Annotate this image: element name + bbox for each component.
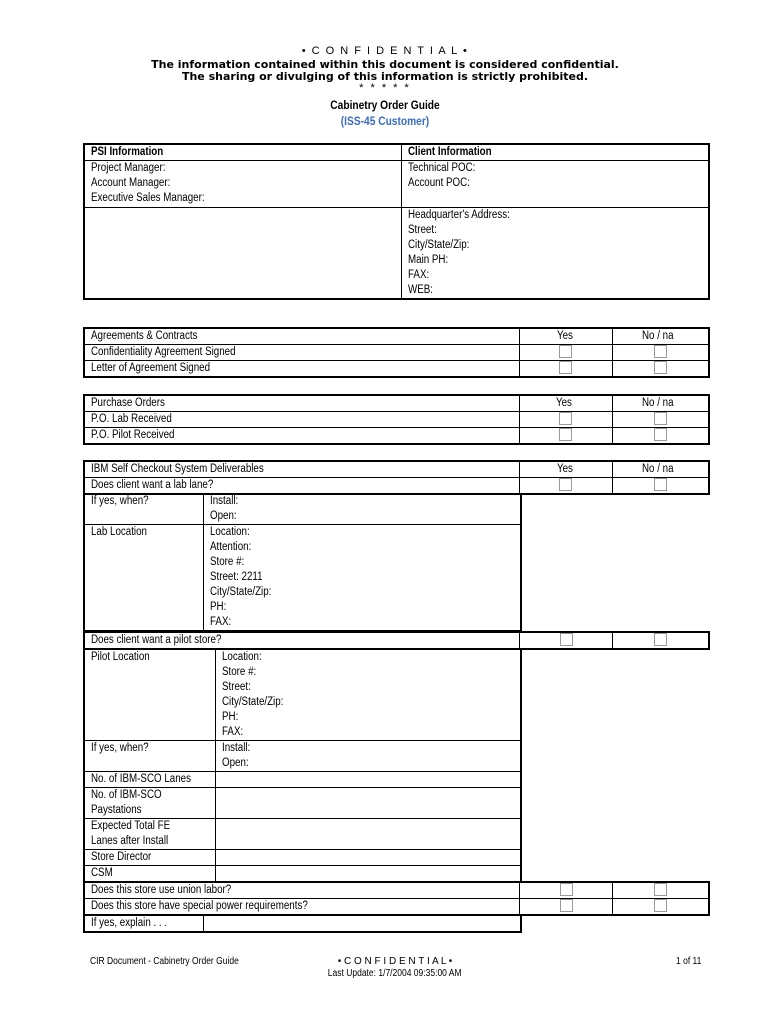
po-row-label: P.O. Lab Received: [84, 412, 519, 428]
agreements-table: [83, 327, 710, 378]
lab-location-label: Lab Location: [84, 525, 204, 632]
page-subtitle: (ISS-45 Customer): [340, 114, 430, 128]
checkbox-yes[interactable]: [560, 899, 573, 912]
checkbox-no[interactable]: [654, 633, 667, 646]
agreement-row-label: Letter of Agreement Signed: [84, 361, 520, 378]
confidential-notice-line1: The information contained within this document is considered confidential.: [151, 58, 619, 71]
if-yes-explain-label: If yes, explain . . .: [84, 915, 204, 932]
expected-fe-label: Expected Total FE Lanes after Install: [84, 819, 215, 850]
psi-header: PSI Information: [84, 144, 401, 161]
confidential-notice-line2: The sharing or divulging of this information is strictly prohibited.: [181, 70, 589, 83]
ibm-header: IBM Self Checkout System Deliverables: [84, 461, 520, 478]
ibm-deliverables-section: [83, 460, 710, 942]
checkbox-yes[interactable]: [559, 428, 572, 441]
paystations-label: No. of IBM-SCO Paystations: [84, 788, 215, 819]
csm-field[interactable]: [215, 866, 521, 883]
explain-field[interactable]: [204, 915, 521, 932]
q-lab-lane: Does client want a lab lane?: [84, 478, 520, 495]
agreements-no-header: No / na: [612, 328, 709, 345]
agreements-header: Agreements & Contracts: [84, 328, 520, 345]
checkbox-no[interactable]: [654, 412, 667, 425]
store-director-field[interactable]: [215, 850, 521, 866]
po-no-header: No / na: [612, 395, 709, 412]
paystations-field[interactable]: [215, 788, 521, 819]
if-yes-when-label: If yes, when?: [84, 741, 215, 772]
agreements-yes-header: Yes: [520, 328, 613, 345]
q-union-labor: Does this store use union labor?: [84, 882, 520, 899]
ibm-yes-header: Yes: [520, 461, 613, 478]
pilot-location-field[interactable]: Location: Store #: Street: City/State/Zip: PH: FAX:: [215, 649, 521, 741]
agreement-row-label: Confidentiality Agreement Signed: [84, 345, 520, 361]
checkbox-yes[interactable]: [560, 633, 573, 646]
expected-fe-field[interactable]: [215, 819, 521, 850]
ibm-no-header: No / na: [612, 461, 709, 478]
csm-label: CSM: [84, 866, 215, 883]
q-special-power: Does this store have special power requirements?: [84, 899, 520, 916]
info-table: [83, 143, 710, 300]
lab-location-field[interactable]: Location: Attention: Store #: Street: 2211 City/State/Zip: PH: FAX:: [204, 525, 521, 632]
checkbox-no[interactable]: [654, 883, 667, 896]
lab-details-table: [83, 493, 522, 632]
checkbox-yes[interactable]: [559, 412, 572, 425]
sco-lanes-field[interactable]: [215, 772, 521, 788]
install-open-field[interactable]: Install: Open:: [204, 494, 521, 525]
checkbox-no[interactable]: [654, 361, 667, 374]
checkbox-yes[interactable]: [559, 361, 572, 374]
explain-table: [83, 914, 522, 933]
purchase-orders-table: [83, 394, 710, 445]
store-questions-table: [83, 881, 710, 916]
po-yes-header: Yes: [519, 395, 612, 412]
psi-fields[interactable]: Project Manager: Account Manager: Executive Sales Manager:: [84, 161, 401, 208]
store-director-label: Store Director: [84, 850, 215, 866]
ibm-header-table: [83, 460, 710, 495]
checkbox-yes[interactable]: [560, 883, 573, 896]
sco-lanes-label: No. of IBM-SCO Lanes: [84, 772, 215, 788]
po-row-label: P.O. Pilot Received: [84, 428, 519, 445]
footer-doc-title: CIR Document - Cabinetry Order Guide: [90, 956, 239, 967]
checkbox-no[interactable]: [654, 345, 667, 358]
footer-confidential: • C O N F I D E N T I A L •: [337, 956, 453, 967]
if-yes-when-label: If yes, when?: [84, 494, 204, 525]
checkbox-no[interactable]: [654, 899, 667, 912]
confidential-banner: • C O N F I D E N T I A L •: [301, 45, 469, 57]
client-header: Client Information: [401, 144, 709, 161]
po-header: Purchase Orders: [84, 395, 519, 412]
page-title: Cabinetry Order Guide: [330, 98, 440, 112]
footer-page-number: 1 of 11: [676, 956, 702, 967]
pilot-location-label: Pilot Location: [84, 649, 215, 741]
client-fields[interactable]: Technical POC: Account POC:: [401, 161, 709, 208]
checkbox-yes[interactable]: [559, 345, 572, 358]
checkbox-no[interactable]: [654, 478, 667, 491]
hq-address-fields[interactable]: Headquarter's Address: Street: City/State/Zip: Main PH: FAX: WEB:: [401, 208, 709, 300]
q-pilot-store: Does client want a pilot store?: [84, 632, 520, 649]
footer-last-update: Last Update: 1/7/2004 09:35:00 AM: [328, 968, 462, 979]
stars-divider: * * * * *: [359, 82, 411, 94]
checkbox-yes[interactable]: [559, 478, 572, 491]
psi-blank[interactable]: [84, 208, 401, 300]
pilot-details-table: [83, 648, 522, 883]
checkbox-no[interactable]: [654, 428, 667, 441]
install-open-field[interactable]: Install: Open:: [215, 741, 521, 772]
